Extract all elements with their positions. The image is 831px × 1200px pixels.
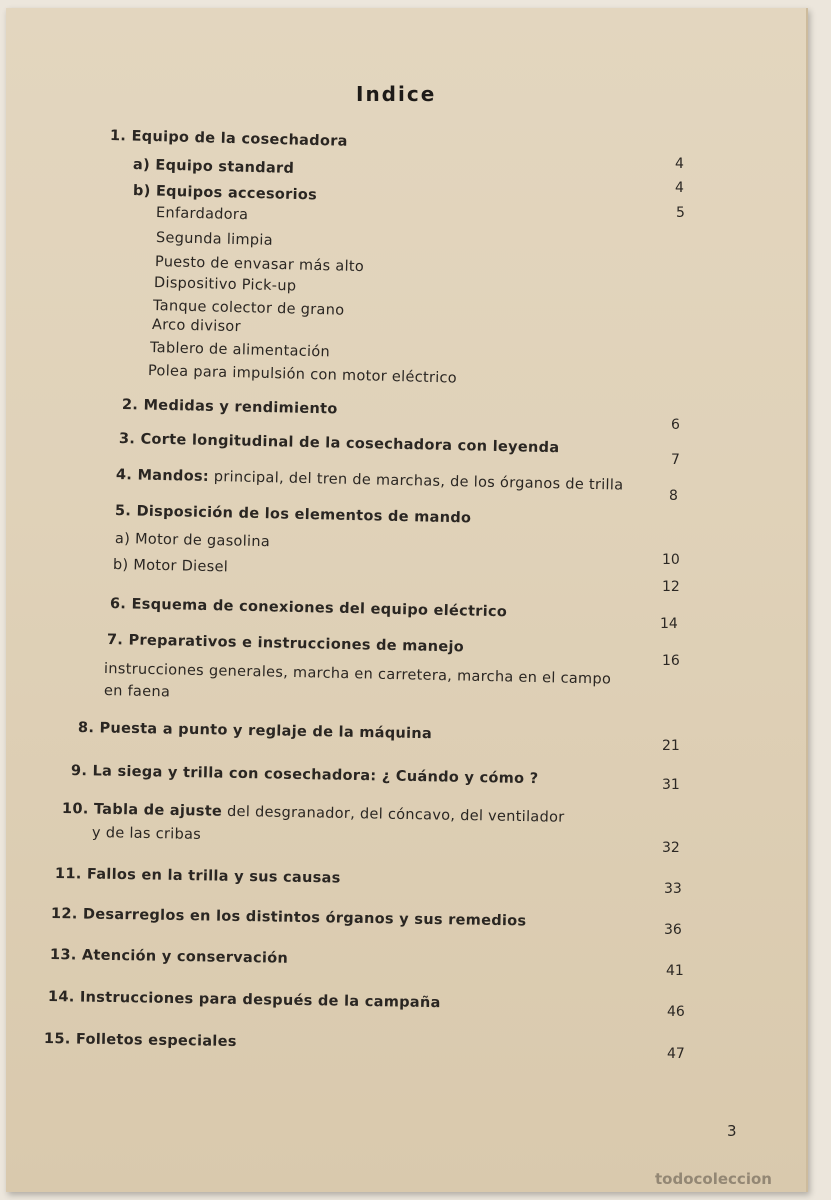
toc-page-12: 36 [664, 922, 682, 938]
toc-page-1b: 4 [675, 180, 684, 196]
toc-entry-11: 11. Fallos en la trilla y sus causas [54, 866, 341, 887]
toc-entry-2: 2. Medidas y rendimiento [121, 397, 338, 418]
toc-entry-12: 12. Desarreglos en los distintos órganos y sus remedios [50, 906, 527, 930]
toc-page-14: 46 [667, 1004, 685, 1020]
watermark: todocoleccion [655, 1170, 772, 1188]
toc-page-5b: 12 [662, 579, 680, 595]
toc-entry-15: 15. Folletos especiales [43, 1031, 237, 1051]
toc-subentry: Enfardadora [155, 205, 249, 224]
toc-page-9: 31 [662, 777, 680, 793]
toc-subentry: Puesto de envasar más alto [154, 254, 365, 276]
toc-page-3: 7 [671, 452, 680, 468]
toc-page-1a: 4 [675, 156, 684, 172]
toc-subentry: Tanque colector de grano [152, 298, 345, 319]
toc-entry-10-detail: del desgranador, del cóncavo, del ventilador [222, 803, 565, 826]
toc-entry-7: 7. Preparativos e instrucciones de manejo [106, 632, 465, 656]
toc-entry-7-detail: en faena [103, 683, 171, 701]
toc-entry-4-detail: principal, del tren de marchas, de los órganos de trilla [208, 468, 624, 494]
toc-entry-6: 6. Esquema de conexiones del equipo eléctrico [109, 596, 508, 621]
toc-page-4: 8 [669, 488, 678, 504]
page-number: 3 [727, 1122, 737, 1140]
toc-page-2: 6 [671, 417, 680, 433]
toc-subentry: Tablero de alimentación [149, 340, 331, 361]
toc-entry-4-heading: 4. Mandos: [115, 467, 210, 485]
page-title: Indice [356, 82, 437, 106]
toc-page-5a: 10 [662, 552, 680, 568]
toc-entry-5b: b) Motor Diesel [112, 557, 229, 576]
toc-entry-5: 5. Disposición de los elementos de mando [114, 503, 472, 527]
toc-page-15: 47 [667, 1046, 685, 1062]
toc-page-13: 41 [666, 963, 684, 979]
toc-entry-7-detail: instrucciones generales, marcha en carretera, marcha en el campo [103, 661, 612, 688]
toc-entry-13: 13. Atención y conservación [49, 947, 289, 967]
toc-page-6: 14 [660, 616, 678, 632]
toc-subentry: Polea para impulsión con motor eléctrico [147, 363, 458, 387]
toc-page-enfardadora: 5 [676, 205, 685, 221]
toc-entry-10-heading: 10. Tabla de ajuste [61, 801, 223, 820]
toc-entry-9: 9. La siega y trilla con cosechadora: ¿ Cuándo y cómo ? [70, 763, 539, 788]
toc-entry-1a: a) Equipo standard [132, 157, 295, 177]
toc-subentry: Arco divisor [151, 317, 242, 336]
toc-page-10: 32 [662, 840, 680, 856]
toc-page-7: 16 [662, 653, 680, 669]
toc-entry-5a: a) Motor de gasolina [114, 531, 271, 551]
toc-page-8: 21 [662, 738, 680, 754]
toc-subentry: Dispositivo Pick-up [153, 275, 297, 295]
toc-entry-1b: b) Equipos accesorios [132, 183, 318, 204]
toc-entry-3: 3. Corte longitudinal de la cosechadora con leyenda [118, 431, 560, 457]
toc-entry-8: 8. Puesta a punto y reglaje de la máquina [77, 720, 433, 743]
toc-page-11: 33 [664, 881, 682, 897]
toc-entry-10-detail: y de las cribas [91, 825, 202, 843]
toc-entry-1: 1. Equipo de la cosechadora [109, 128, 348, 150]
toc-subentry: Segunda limpia [155, 230, 274, 249]
toc-entry-14: 14. Instrucciones para después de la campaña [47, 989, 441, 1012]
